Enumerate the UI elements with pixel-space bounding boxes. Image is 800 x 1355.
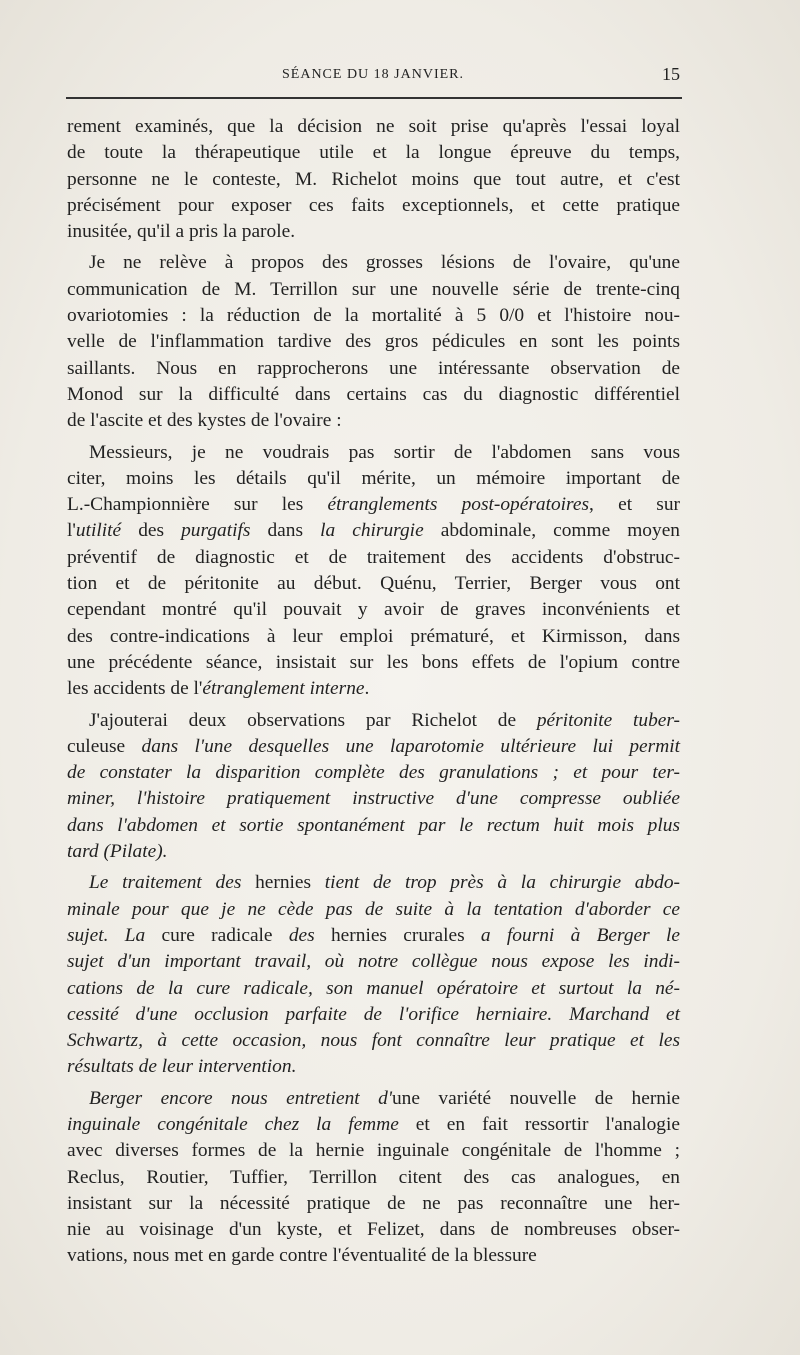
text-line: Monod sur la difficulté dans certains cas du diagnostic différentiel — [67, 383, 680, 405]
text-line: saillants. Nous en rapprocherons une intéressante observation de — [67, 357, 680, 379]
text-line: personne ne le conteste, M. Richelot moins que tout autre, et c'est — [67, 168, 680, 190]
text-line: préventif de diagnostic et de traitement des accidents d'obstruc- — [67, 546, 680, 568]
text-line: précisément pour exposer ces faits exceptionnels, et cette pratique — [67, 194, 680, 216]
text-line: L.-Championnière sur les étranglements post-opératoires, et sur — [67, 494, 680, 516]
text-line: cations de la cure radicale, son manuel opératoire et surtout la né- — [67, 977, 680, 999]
text-line: communication de M. Terrillon sur une nouvelle série de trente-cinq — [67, 278, 680, 300]
text-line: Messieurs, je ne voudrais pas sortir de l'abdomen sans vous — [89, 441, 680, 463]
text-line: de constater la disparition complète des granulations ; et pour ter- — [67, 762, 680, 784]
text-line: J'ajouterai deux observations par Richelot de péritonite tuber- — [89, 709, 681, 731]
paragraph — [67, 114, 680, 245]
text-line: cependant montré qu'il pouvait y avoir de graves inconvénients et — [67, 599, 680, 621]
text-line: Schwartz, à cette occasion, nous font connaître leur pratique et les — [67, 1030, 680, 1052]
paragraph — [67, 250, 680, 434]
text-line: nie au voisinage d'un kyste, et Felizet, dans de nombreuses obser- — [67, 1219, 680, 1241]
text-line: une précédente séance, insistait sur les bons effets de l'opium contre — [67, 651, 680, 673]
running-header — [66, 64, 680, 90]
text-line: Le traitement des hernies tient de trop près à la chirurgie abdo- — [89, 872, 680, 894]
text-line: tion et de péritonite au début. Quénu, Terrier, Berger vous ont — [67, 573, 680, 595]
text-line: sujet d'un important travail, où notre collègue nous expose les indi- — [67, 951, 680, 973]
text-line: tard (Pilate). — [67, 841, 168, 863]
text-line: miner, l'histoire pratiquement instructive d'une compresse oubliée — [67, 788, 680, 810]
text-line: velle de l'inflammation tardive des gros pédicules en sont les points — [67, 331, 680, 353]
running-title: SÉANCE DU 18 JANVIER. — [282, 67, 464, 82]
text-line: résultats de leur intervention. — [67, 1056, 297, 1078]
text-line: culeuse dans l'une desquelles une laparotomie ultérieure lui permit — [67, 735, 680, 757]
text-line: des contre-indications à leur emploi prématuré, et Kirmisson, dans — [67, 625, 680, 647]
text-line: inguinale congénitale chez la femme et en fait ressortir l'analogie — [67, 1113, 680, 1135]
page-number: 15 — [662, 64, 680, 84]
text-line: Berger encore nous entretient d'une variété nouvelle de hernie — [89, 1087, 680, 1109]
text-line: de toute la thérapeutique utile et la longue épreuve du temps, — [67, 142, 680, 164]
text-line: cessité d'une occlusion parfaite de l'orifice herniaire. Marchand et — [67, 1003, 680, 1025]
paragraph — [67, 870, 680, 1080]
text-line: l'utilité des purgatifs dans la chirurgie abdominale, comme moyen — [67, 520, 681, 542]
text-line: Je ne relève à propos des grosses lésions de l'ovaire, qu'une — [89, 252, 680, 274]
text-line: avec diverses formes de la hernie inguinale congénitale de l'homme ; — [67, 1140, 680, 1162]
text-line: rement examinés, que la décision ne soit prise qu'après l'essai loyal — [67, 116, 680, 137]
text-line: les accidents de l'étranglement interne. — [67, 678, 370, 700]
text-line: insistant sur la nécessité pratique de ne pas reconnaître une her- — [67, 1192, 680, 1214]
text-line: citer, moins les détails qu'il mérite, un mémoire important de — [67, 467, 680, 489]
paragraph — [67, 1086, 680, 1270]
text-line: dans l'abdomen et sortie spontanément par le rectum huit mois plus — [67, 814, 680, 836]
paragraph — [67, 440, 680, 703]
text-line: Reclus, Routier, Tuffier, Terrillon citent des cas analogues, en — [67, 1166, 680, 1188]
text-line: vations, nous met en garde contre l'éventualité de la blessure — [67, 1245, 537, 1267]
header-rule — [66, 97, 682, 99]
text-line: sujet. La cure radicale des hernies crurales a fourni à Berger le — [67, 924, 680, 946]
body-text — [67, 114, 680, 1275]
text-line: ovariotomies : la réduction de la mortalité à 5 0/0 et l'histoire nou- — [67, 305, 680, 327]
text-line: inusitée, qu'il a pris la parole. — [67, 221, 296, 243]
text-line: minale pour que je ne cède pas de suite à la tentation d'aborder ce — [67, 898, 680, 920]
paragraph — [67, 708, 680, 866]
text-line: de l'ascite et des kystes de l'ovaire : — [67, 410, 342, 432]
